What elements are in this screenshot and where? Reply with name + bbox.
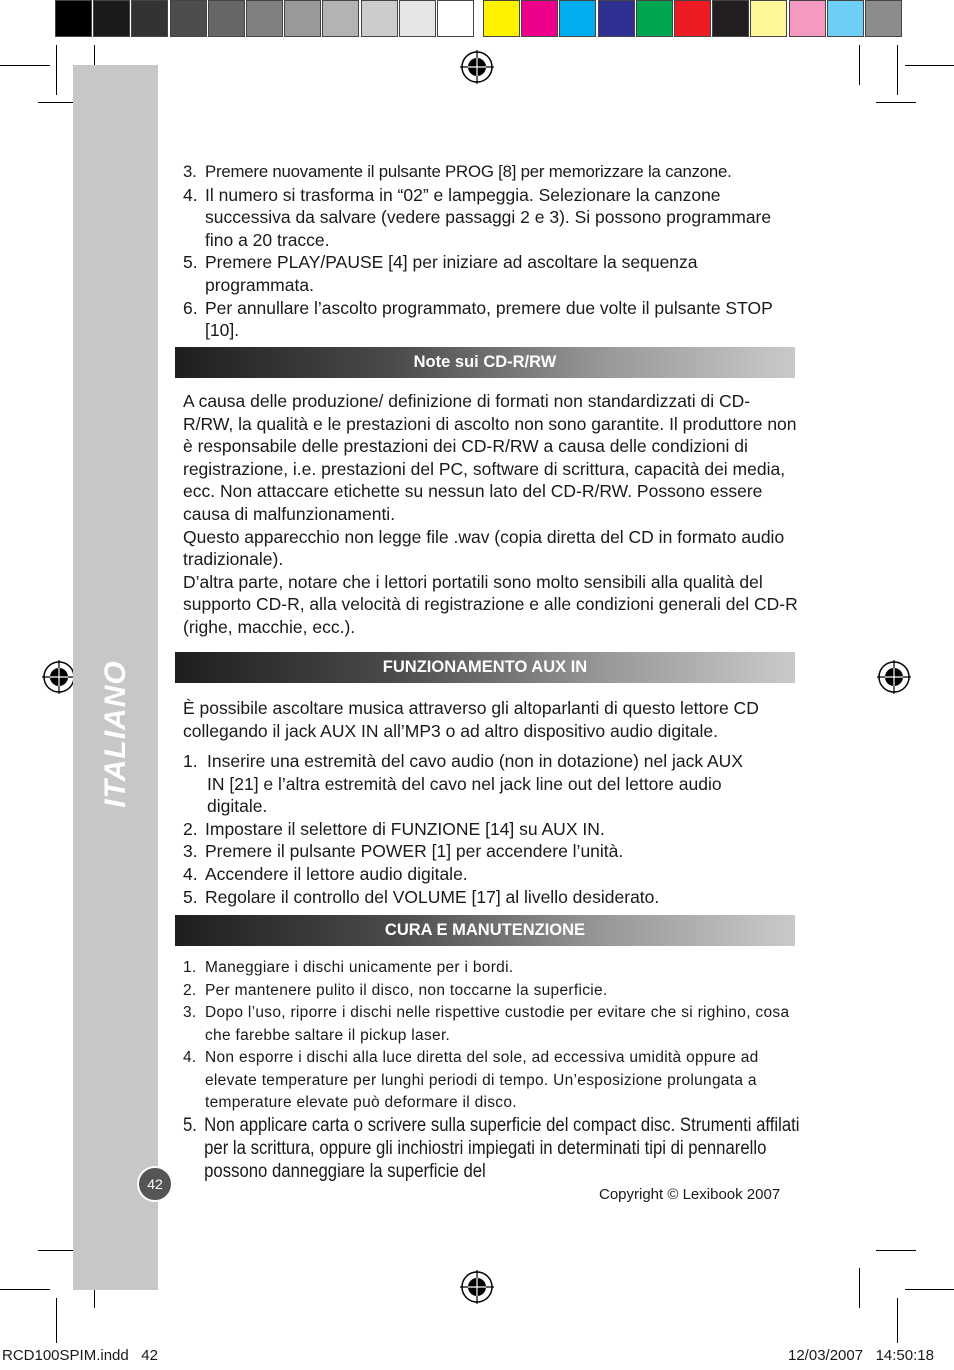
copyright-text: Copyright © Lexibook 2007 (599, 1186, 781, 1203)
list-item: 6. Per annullare l’ascolto programmato, premere due volte il pulsante STOP [10]. (183, 297, 773, 341)
color-swatch (170, 0, 207, 37)
list-item: 4. Il numero si trasforma in “02” e lampeggia. Selezionare la canzone successiva da salvare (vedere passaggi 2 e 3). Si possono programmare fino a 20 tracce. (183, 184, 772, 250)
color-swatch (712, 0, 749, 37)
color-swatch (322, 0, 359, 37)
section-heading-aux: FUNZIONAMENTO AUX IN (175, 652, 795, 683)
registration-mark-icon (460, 50, 494, 84)
list-item: 1. Inserire una estremità del cavo audio (non in dotazione) nel jack AUX IN [21] e l’altra estremità del cavo nel jack line out del lettore audio digitale. (183, 751, 743, 817)
print-timestamp: 12/03/2007 14:50:18 (788, 1347, 934, 1364)
color-swatch (246, 0, 283, 37)
section-heading-care: CURA E MANUTENZIONE (175, 915, 795, 946)
list-item: 3. Premere nuovamente il pulsante PROG [8] per memorizzare la canzone. (183, 162, 732, 181)
color-swatch (55, 0, 92, 37)
aux-steps-list (183, 750, 743, 908)
crop-mark (56, 45, 57, 95)
color-swatch (598, 0, 635, 37)
color-swatch (208, 0, 245, 37)
crop-mark (876, 1250, 916, 1251)
list-item: 3. Premere il pulsante POWER [1] per accendere l’unità. (183, 841, 624, 862)
color-swatch (437, 0, 474, 37)
paragraph: A causa delle produzione/ definizione di formati non standardizzati di CD-R/RW, la qualità e le prestazioni di ascolto non sono garantite. Il produttore non è responsabile delle prestazioni dei CD-R/RW a causa delle condizioni di registrazione, i.e. prestazioni del PC, software di scrittura, capacità dei media, ecc. Non attaccare etichette su nessun lato del CD-R/RW. Possono essere causa di malfunzionamenti. (183, 391, 797, 524)
paragraph: D’altra parte, notare che i lettori portatili sono molto sensibili alla qualità del supporto CD-R, alla velocità di registrazione e alle condizioni generali del CD-R (righe, macchie, ecc.). (183, 571, 798, 637)
care-steps-list (183, 957, 798, 1115)
color-swatch (674, 0, 711, 37)
crop-mark (905, 1289, 954, 1290)
crop-mark (56, 1298, 57, 1343)
list-item: 1. Maneggiare i dischi unicamente per i bordi. (183, 959, 514, 976)
grayscale-swatch-bar (55, 0, 475, 40)
section-heading-cdrw: Note sui CD-R/RW (175, 347, 795, 378)
color-swatch (521, 0, 558, 37)
list-item: 5. Premere PLAY/PAUSE [4] per iniziare ad ascoltare la sequenza programmata. (183, 252, 698, 295)
color-swatch (827, 0, 864, 37)
crop-mark (905, 65, 954, 66)
care-step-5 (183, 1114, 798, 1183)
color-swatch (636, 0, 673, 37)
registration-mark-icon (877, 660, 911, 694)
crop-mark (876, 102, 916, 103)
crop-mark (38, 1250, 78, 1251)
crop-mark (897, 45, 898, 95)
list-item: 4. Accendere il lettore audio digitale. (183, 863, 468, 884)
list-item: 4. Non esporre i dischi alla luce diretta del sole, ad eccessiva umidità oppure ad elevate temperature per lunghi periodi di tempo. Un’esposizione prolungata a temperature elevate può deformare il disco. (183, 1049, 759, 1111)
list-item: 2. Per mantenere pulito il disco, non toccarne la superficie. (183, 981, 608, 999)
aux-intro: È possibile ascoltare musica attraverso gli altoparlanti di questo lettore CD collegando il jack AUX IN all’MP3 o ad altro dispositivo audio digitale. (183, 698, 759, 741)
color-swatch (131, 0, 168, 37)
paragraph: Questo apparecchio non legge file .wav (copia diretta del CD in formato audio tradizionale). (183, 526, 785, 570)
color-swatch (399, 0, 436, 37)
sidebar-language-label: ITALIANO (98, 660, 132, 808)
list-item: 3. Dopo l’uso, riporre i dischi nelle rispettive custodie per evitare che si righino, cosa che farebbe saltare il pickup laser. (183, 1004, 790, 1044)
program-steps-list (183, 161, 803, 342)
page-number-badge: 42 (137, 1166, 173, 1202)
crop-mark (859, 45, 860, 85)
registration-mark-icon (460, 1270, 494, 1304)
crop-mark (0, 1289, 50, 1290)
file-info: RCD100SPIM.indd 42 (2, 1347, 158, 1364)
color-swatch (865, 0, 902, 37)
color-swatch (361, 0, 398, 37)
cdrw-notes (183, 390, 798, 639)
crop-mark (859, 1268, 860, 1308)
crop-mark (897, 1298, 898, 1343)
color-swatch (284, 0, 321, 37)
color-swatch (750, 0, 787, 37)
list-item: 5. Non applicare carta o scrivere sulla superficie del compact disc. Strumenti affilati per la scrittura, oppure gli inchiostri impiegati in determinati tipi di pennarello possono danneggiare la superficie del (183, 1115, 800, 1182)
crop-mark (38, 102, 78, 103)
color-swatch (483, 0, 520, 37)
color-swatch (789, 0, 826, 37)
crop-mark (0, 65, 50, 66)
list-item: 2. Impostare il selettore di FUNZIONE [14] su AUX IN. (183, 818, 605, 839)
registration-mark-icon (42, 660, 76, 694)
list-item: 5. Regolare il controllo del VOLUME [17] al livello desiderato. (183, 886, 660, 907)
color-swatch (559, 0, 596, 37)
color-swatch (93, 0, 130, 37)
color-swatch-bar (483, 0, 903, 40)
